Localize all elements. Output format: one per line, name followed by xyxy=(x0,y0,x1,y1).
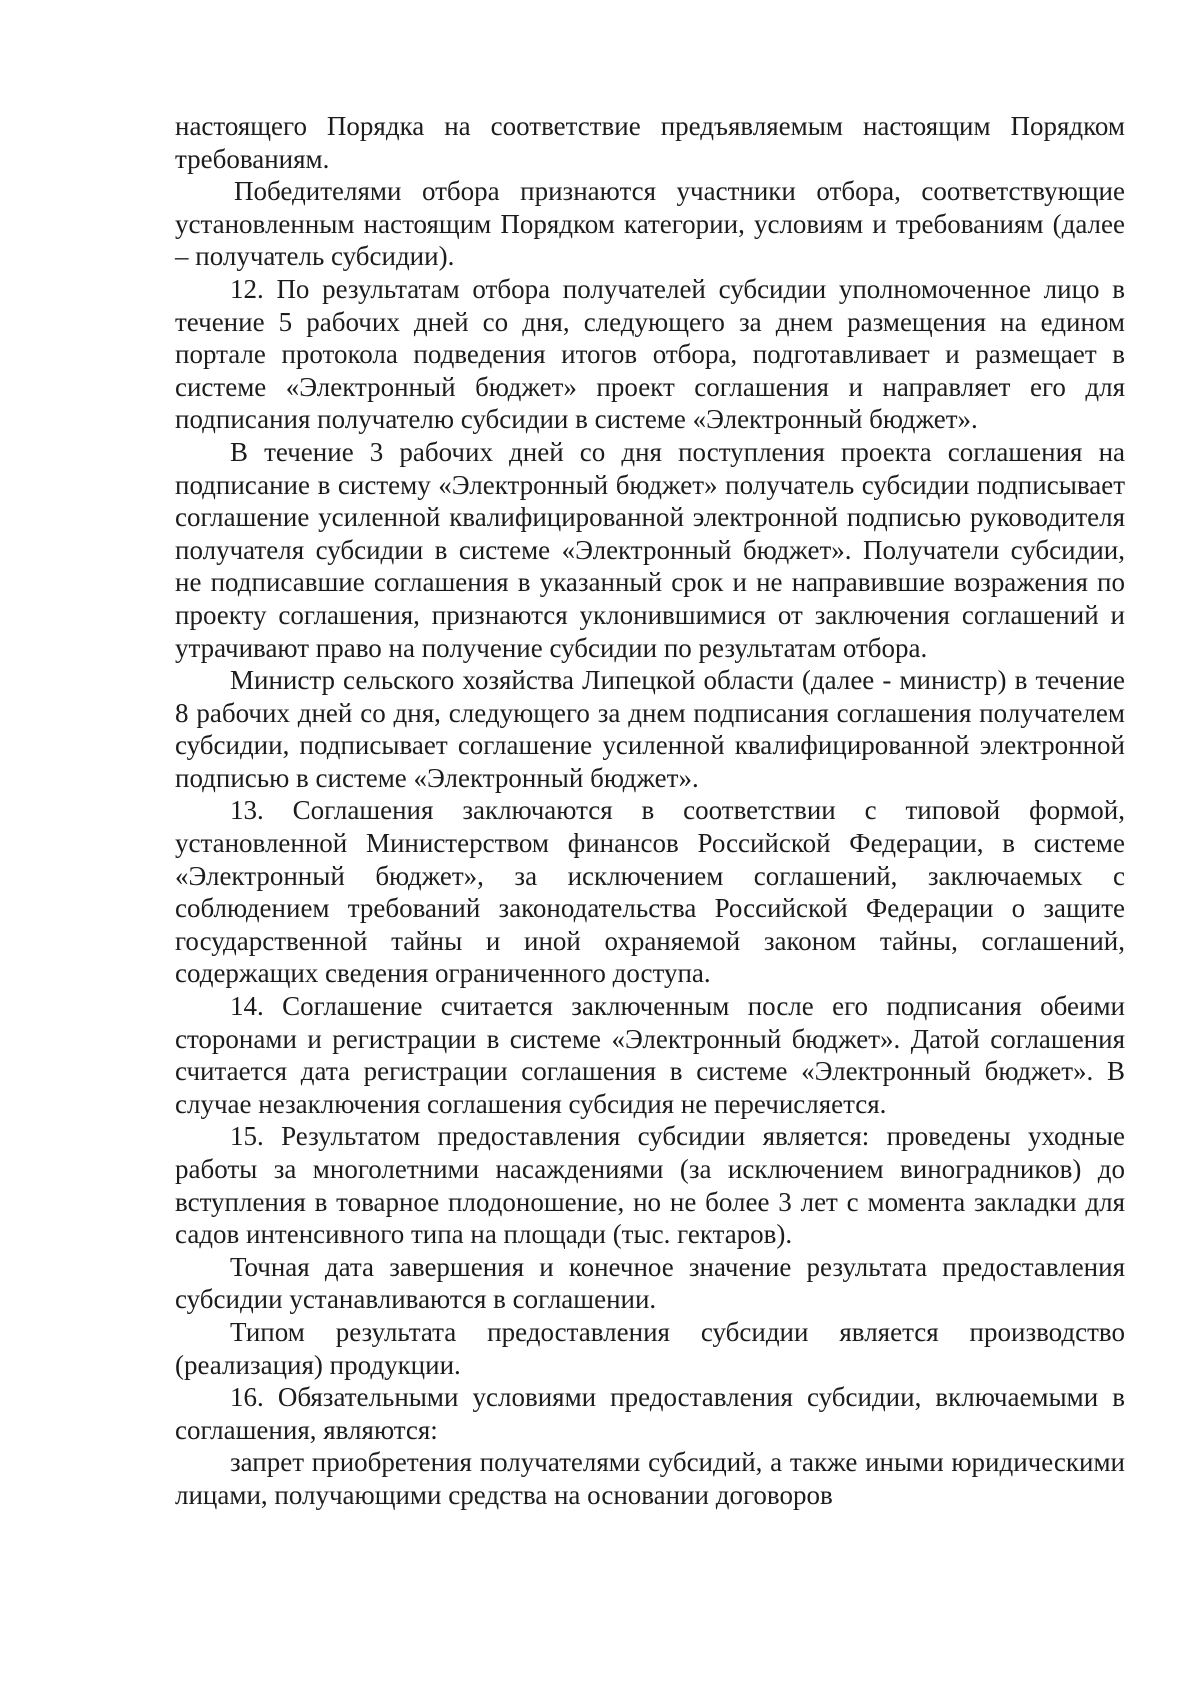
paragraph-minister: Министр сельского хозяйства Липецкой области (далее - министр) в течение 8 рабочих дней со дня, следующего за днем подписания соглашения получателем субсидии, подписывает соглашение усиленной квалифицированной электронной подписью в системе «Электронный бюджет». xyxy=(175,665,1125,793)
document-page xyxy=(175,110,1125,1512)
paragraph-14: 14. Соглашение считается заключенным после его подписания обеими сторонами и регистрации в системе «Электронный бюджет». Датой соглашения считается дата регистрации соглашения в системе «Электронный бюджет». В случае незаключения соглашения субсидия не перечисляется. xyxy=(175,991,1125,1119)
paragraph-12: 12. По результатам отбора получателей субсидии уполномоченное лицо в течение 5 рабочих дней со дня, следующего за днем размещения на едином портале протокола подведения итогов отбора, подготавливает и размещает в системе «Электронный бюджет» проект соглашения и направляет его для подписания получателю субсидии в системе «Электронный бюджет». xyxy=(175,273,1125,435)
paragraph-16: 16. Обязательными условиями предоставления субсидии, включаемыми в соглашения, являются: xyxy=(175,1382,1125,1445)
paragraph-13: 13. Соглашения заключаются в соответствии с типовой формой, установленной Министерством финансов Российской Федерации, в системе «Электронный бюджет», за исключением соглашений, заключаемых с соблюдением требований законодательства Российской Федерации о защите государственной тайны и иной охраняемой законом тайны, соглашений, содержащих сведения ограниченного доступа. xyxy=(175,795,1125,989)
paragraph-prohibition: запрет приобретения получателями субсидий, а также иными юридическими лицами, получающими средства на основании договоров xyxy=(175,1447,1125,1510)
paragraph-15: 15. Результатом предоставления субсидии является: проведены уходные работы за многолетними насаждениями (за исключением виноградников) до вступления в товарное плодоношение, но не более 3 лет с момента закладки для садов интенсивного типа на площади (тыс. гектаров). xyxy=(175,1121,1125,1250)
paragraph-signing-period: В течение 3 рабочих дней со дня поступления проекта соглашения на подписание в систему «Электронный бюджет» получатель субсидии подписывает соглашение усиленной квалифицированной электронной подписью руководителя получателя субсидии в системе «Электронный бюджет». Получатели субсидии, не подписавшие соглашения в указанный срок и не направившие возражения по проекту соглашения, признаются уклонившимися от заключения соглашений и утрачивают право на получение субсидии по результатам отбора. xyxy=(175,436,1125,663)
paragraph-winners: Победителями отбора признаются участники отбора, соответствующие установленным настоящим Порядком категории, условиям и требованиям (далее – получатель субсидии). xyxy=(175,176,1125,272)
paragraph-result-type: Типом результата предоставления субсидии является производство (реализация) продукции. xyxy=(175,1316,1125,1380)
paragraph-continuation: настоящего Порядка на соответствие предъявляемым настоящим Порядком требованиям. xyxy=(175,111,1125,174)
paragraph-result-date: Точная дата завершения и конечное значение результата предоставления субсидии устанавливаются в соглашении. xyxy=(175,1251,1125,1315)
